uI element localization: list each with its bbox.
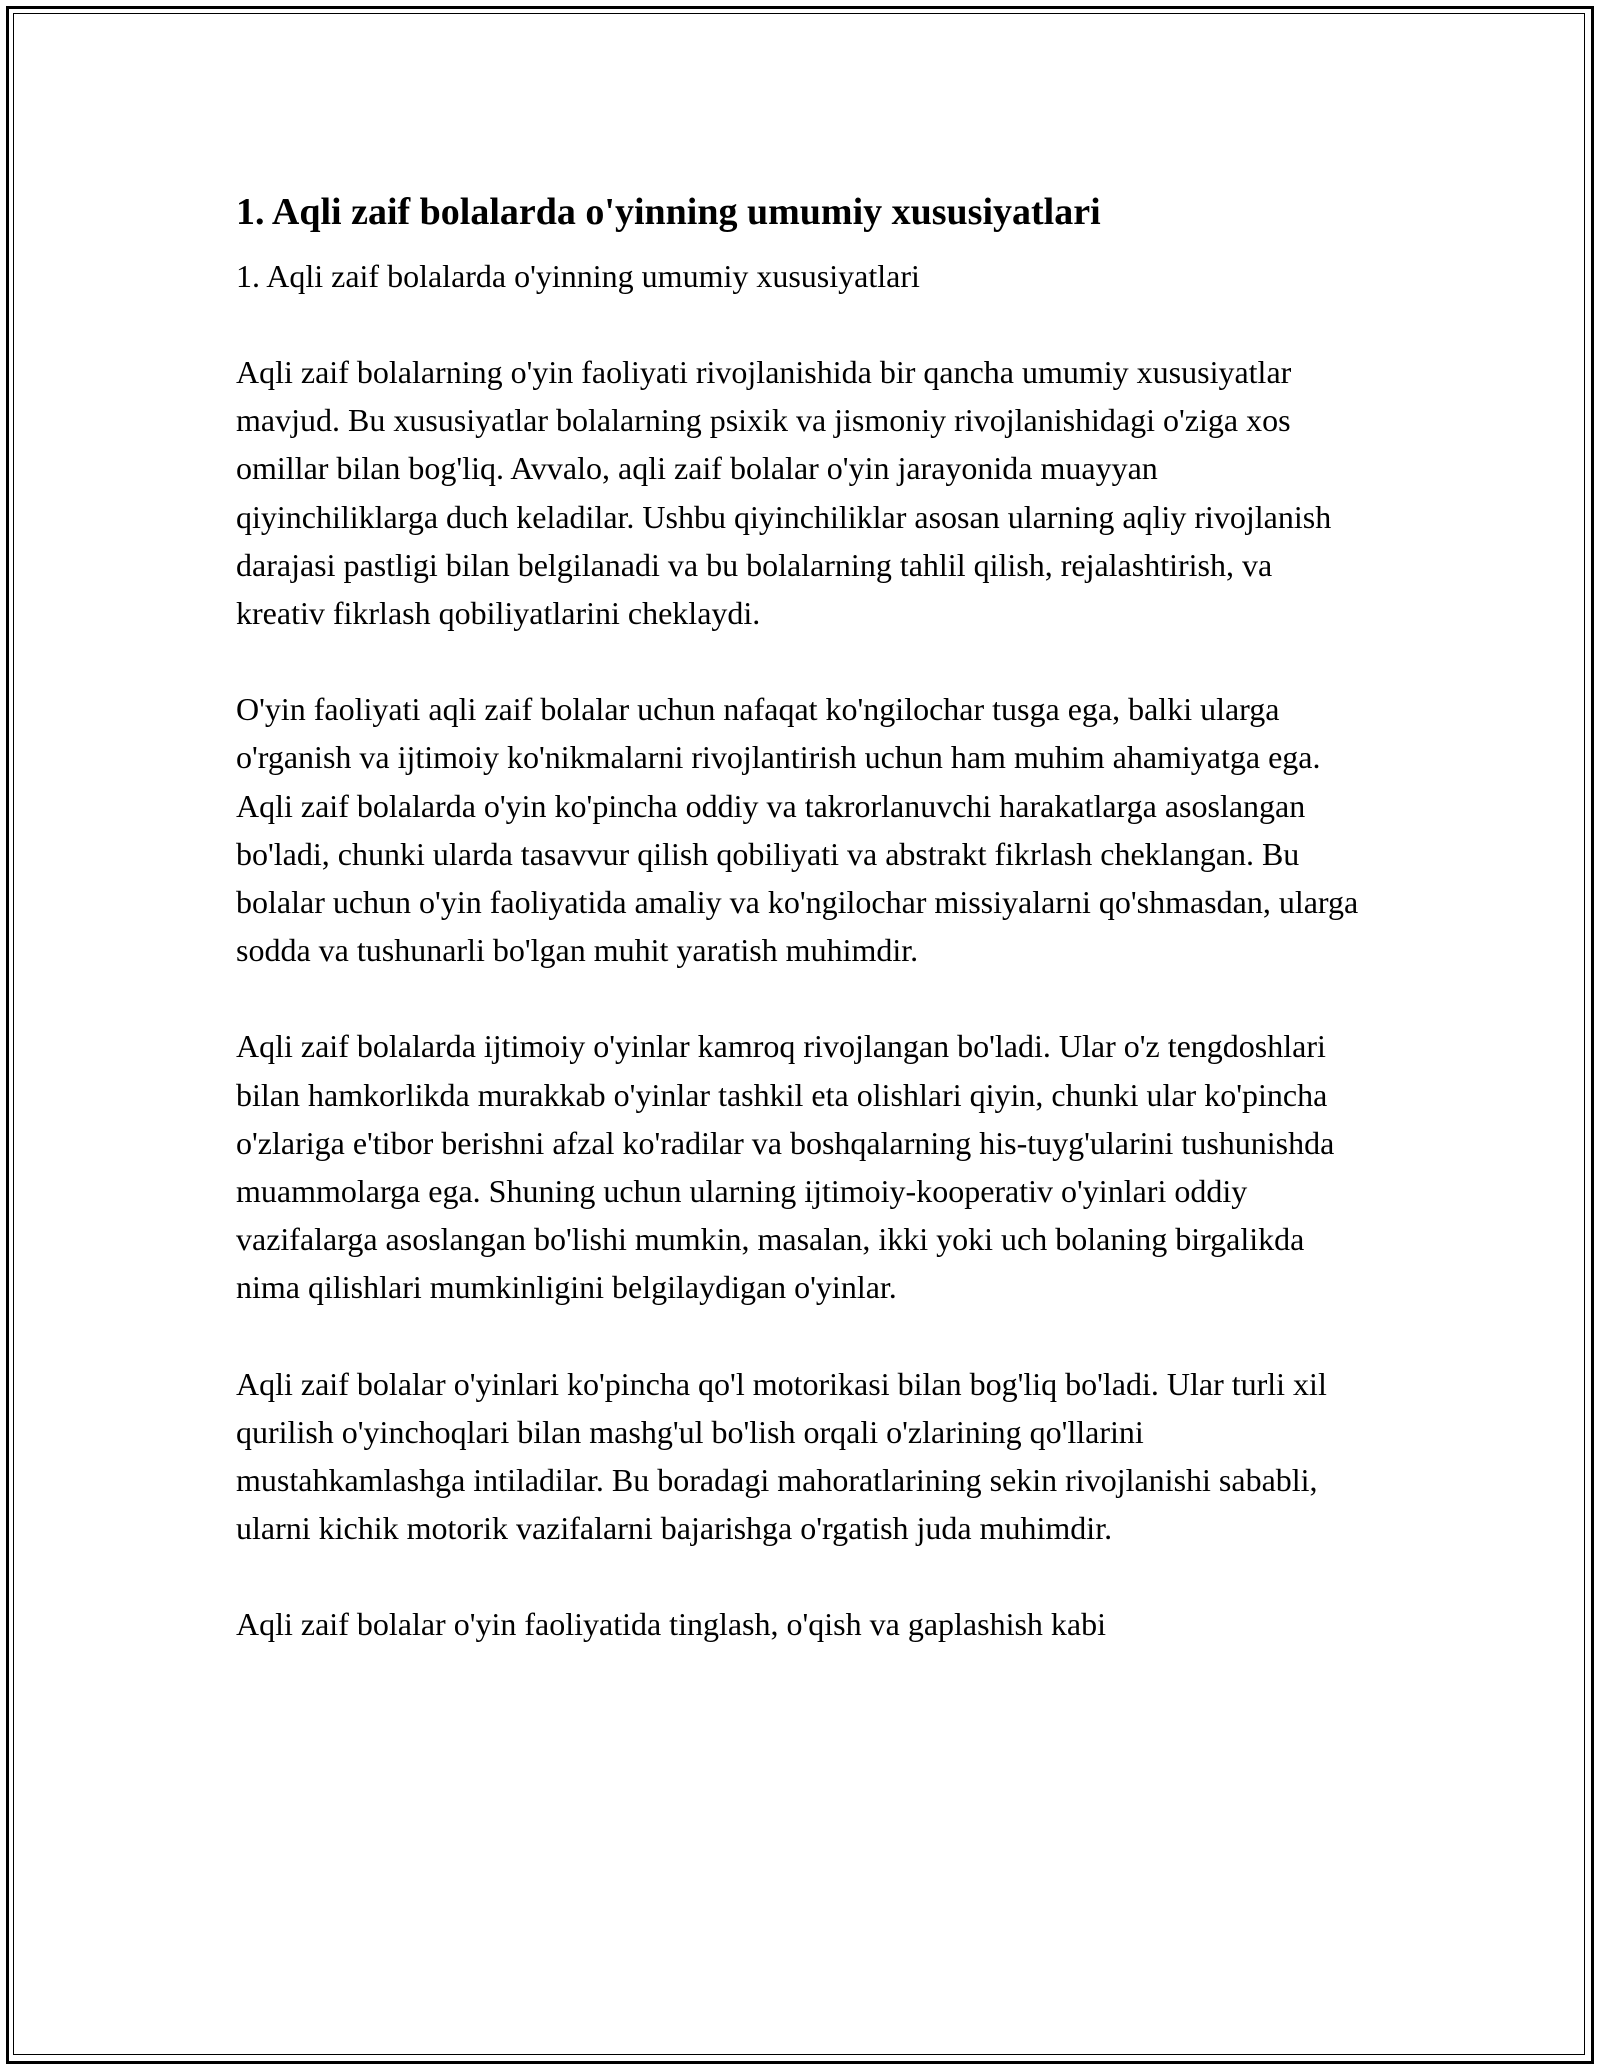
paragraph-4: Aqli zaif bolalar o'yinlari ko'pincha qo'l motorikasi bilan bog'liq bo'ladi. Ular turli xil qurilish o'yinchoqlari bilan mashg'ul bo'lish orqali o'zlarining qo'llarini mustahkamlashga intiladilar. Bu boradagi mahoratlarining sekin rivojlanishi sababli, ularni kichik motorik vazifalarni bajarishga o'rgatish juda muhimdir. xyxy=(236,1365,1327,1547)
paragraph-5: Aqli zaif bolalar o'yin faoliyatida tinglash, o'qish va gaplashish kabi xyxy=(236,1606,1106,1643)
paragraph-1: Aqli zaif bolalarning o'yin faoliyati rivojlanishida bir qancha umumiy xususiyatlar mavjud. Bu xususiyatlar bolalarning psixik va jismoniy rivojlanishidagi o'ziga xos omillar bilan bog'liq. Avvalo, aqli zaif bolalar o'yin jarayonida muayyan qiyinchiliklarga duch keladilar. Ushbu qiyinchiliklar asosan ularning aqliy rivojlanish darajasi pastligi bilan belgilanadi va bu bolalarning tahlil qilish, rejalashtirish, va kreativ fikrlash qobiliyatlarini cheklaydi. xyxy=(236,354,1332,632)
paragraph-3: Aqli zaif bolalarda ijtimoiy o'yinlar kamroq rivojlangan bo'ladi. Ular o'z tengdoshlari bilan hamkorlikda murakkab o'yinlar tashkil eta olishlari qiyin, chunki ular ko'pincha o'zlariga e'tibor berishni afzal ko'radilar va boshqalarning his-tuyg'ularini tushunishda muammolarga ega. Shuning uchun ularning ijtimoiy-kooperativ o'yinlari oddiy vazifalarga asoslangan bo'lishi mumkin, masalan, ikki yoki uch bolaning birgalikda nima qilishlari mumkinligini belgilaydigan o'yinlar. xyxy=(236,1028,1335,1306)
paragraph-2: O'yin faoliyati aqli zaif bolalar uchun nafaqat ko'ngilochar tusga ega, balki ularga o'rganish va ijtimoiy ko'nikmalarni rivojlantirish uchun ham muhim ahamiyatga ega. Aqli zaif bolalarda o'yin ko'pincha oddiy va takrorlanuvchi harakatlarga asoslangan bo'ladi, chunki ularda tasavvur qilish qobiliyati va abstrakt fikrlash cheklangan. Bu bolalar uchun o'yin faoliyatida amaliy va ko'ngilochar missiyalarni qo'shmasdan, ularga sodda va tushunarli bo'lgan muhit yaratish muhimdir. xyxy=(236,691,1359,969)
document-body xyxy=(236,186,1366,1697)
document-heading: 1. Aqli zaif bolalarda o'yinning umumiy xususiyatlari xyxy=(236,191,1101,233)
document-subheading: 1. Aqli zaif bolalarda o'yinning umumiy xususiyatlari xyxy=(236,258,920,294)
